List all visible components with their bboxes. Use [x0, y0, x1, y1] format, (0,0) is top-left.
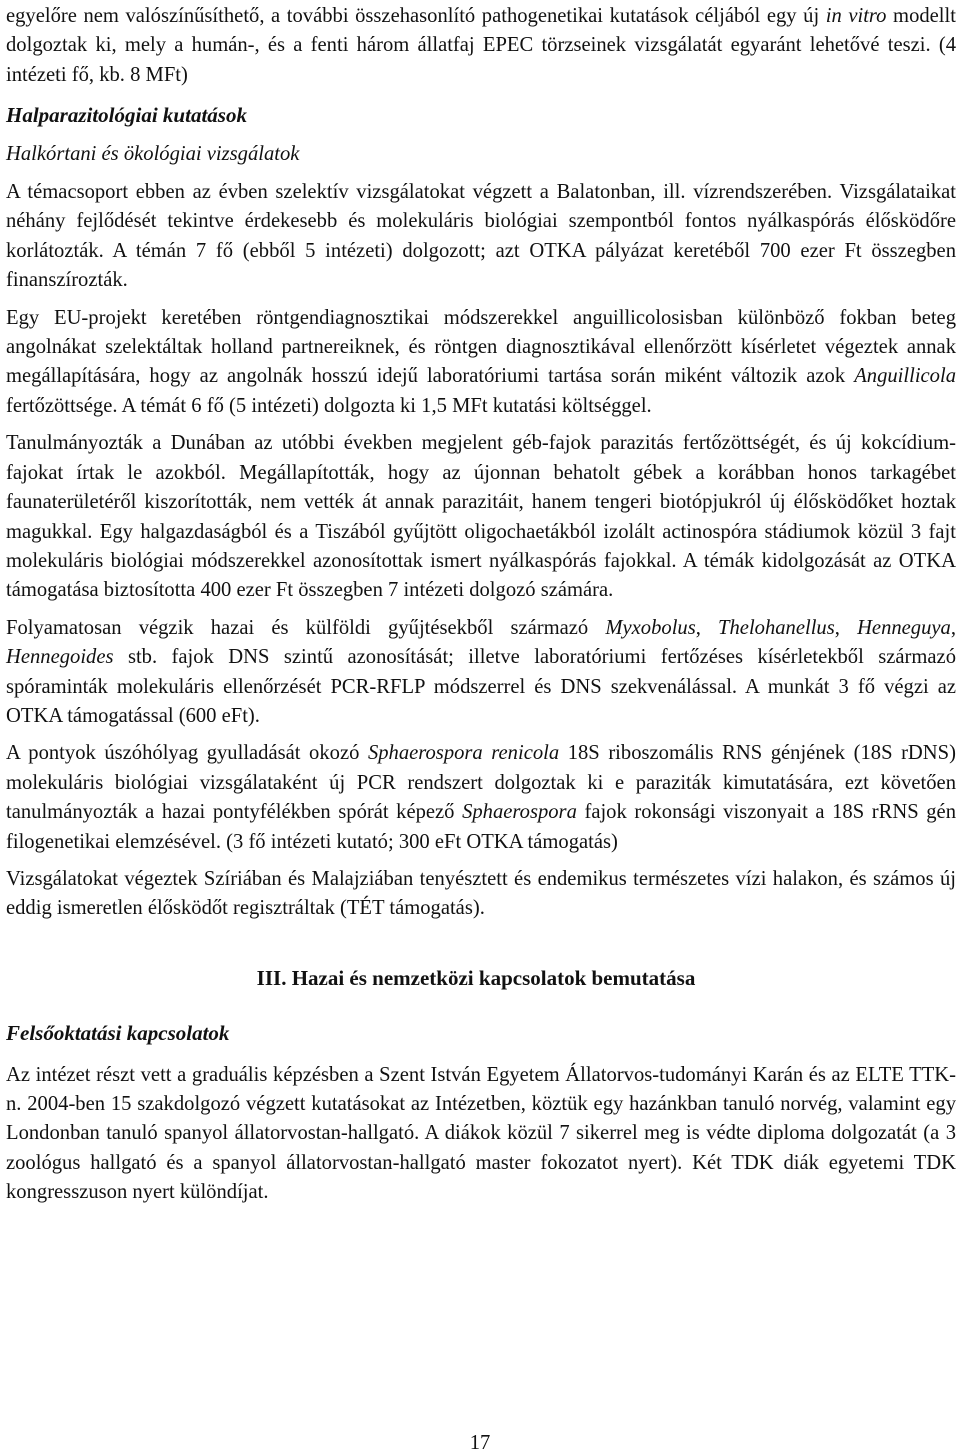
text-run: modellt dolgoztak ki, mely a humán-, és a fenti három állatfaj EPEC törzseinek vizsgálatát egyaránt lehetővé teszi. (4 intézeti fő, kb. 8 MFt)	[6, 5, 956, 86]
paragraph-sphaerospora	[6, 739, 956, 857]
text-run: stb. fajok DNS szintű azonosítását; illetve laboratóriumi fertőzéses kísérletekből származó spóraminták molekuláris ellenőrzését PCR-RFLP módszerrel és DNS szekvenálással. A munkát 3 fő végzi az OTKA támogatással (600 eFt).	[6, 646, 956, 727]
paragraph-eu-projekt	[6, 304, 956, 422]
italic-term: Thelohanellus	[718, 616, 835, 639]
italic-term: Sphaerospora	[462, 801, 577, 824]
text-run: Egy EU-projekt keretében röntgendiagnosztikai módszerekkel anguillicolosisban különböző fokban beteg angolnákat szelektáltak holland partnereiknek, és röntgen diagnosztikával ellenőrzött kísérletet végeztek annak megállapítására, hogy az angolnák hosszú idejű laboratóriumi tartása során miként változik azok	[6, 306, 956, 388]
text-run: ,	[834, 616, 858, 639]
page-number: 17	[469, 1432, 491, 1454]
paragraph-sziria-malajzia	[6, 865, 956, 924]
text-run: 18S riboszomális RNS génjének (18S rDNS) molekuláris biológiai vizsgálataként új PCR rendszert dolgoztak ki e paraziták kimutatására, ezt követően tanulmányozták a hazai pontyfélékben spórát képező	[6, 742, 956, 824]
paragraph-intro	[6, 2, 956, 90]
text-run: egyelőre nem valószínűsíthető, a további összehasonlító pathogenetikai kutatások céljából egy új	[6, 5, 826, 27]
italic-term: Henneguya	[857, 616, 951, 639]
text-run: A pontyok úszóhólyag gyulladását okozó	[6, 742, 368, 765]
heading-halparazitologiai-kutatasok: Halparazitológiai kutatások	[6, 103, 247, 128]
subheading-halkortani-vizsgalatok: Halkórtani és ökológiai vizsgálatok	[6, 142, 300, 165]
italic-term: Anguillicola	[854, 365, 956, 388]
text-run: Az intézet részt vett a graduális képzésben a Szent István Egyetem Állatorvos-tudományi Karán és az ELTE TTK-n. 2004-ben 15 szakdolgozó végzett kutatásokat az Intézetben, köztük egy hazánkban tanuló norvég, valamint egy Londonban tanuló spanyol állatorvostan-hallgató. A diákok közül 7 sikerrel meg is védte diploma dolgozatát (a 3 zoológus hallgató és a spanyol állatorvostan-hallgató master fokozatot nyert). Két TDK diák egyetemi TDK kongresszuson nyert különdíjat.	[6, 1063, 956, 1204]
text-run: ,	[695, 616, 719, 639]
text-run: fajok rokonsági viszonyait a 18S rRNS gén filogenetikai elemzésével. (3 fő intézeti kutató; 300 eFt OTKA támogatás)	[6, 801, 956, 853]
italic-term: Hennegoides	[6, 646, 114, 669]
text-run: fertőzöttsége. A témát 6 fő (5 intézeti) dolgozta ki 1,5 MFt kutatási költséggel.	[6, 394, 652, 417]
paragraph-dns-azonositas	[6, 614, 956, 732]
document-page	[6, 0, 956, 1208]
heading-felsooktatasi-kapcsolatok: Felsőoktatási kapcsolatok	[6, 1021, 230, 1046]
paragraph-balaton-vizsgalatok	[6, 178, 956, 296]
paragraph-duna-gebek	[6, 429, 956, 605]
text-run: Folyamatosan végzik hazai és külföldi gyűjtésekből származó	[6, 616, 606, 639]
section-title-hazai-nemzetkozi: III. Hazai és nemzetközi kapcsolatok bemutatása	[256, 965, 696, 990]
text-run: Tanulmányozták a Dunában az utóbbi években megjelent géb-fajok parazitás fertőzöttségét, és új kokcídium-fajokat írtak le azokból. Megállapították, hogy az újonnan behatolt gébek a korábban honos tarkagébet faunaterületéről kiszorították, nem vették át annak parazitáit, hanem tengeri biotópjukról új élősködőket hoztak magukkal. Egy halgazdaságból és a Tiszából gyűjtött oligochaetákból izolált actinospóra stádiumok közül 3 fajt molekuláris biológiai módszerekkel azonosítottak ismert nyálkaspórás fajokkal. A témák kidolgozását az OTKA támogatása biztosította 400 ezer Ft összegben 7 intézeti dolgozó számára.	[6, 432, 956, 602]
text-run: A témacsoport ebben az évben szelektív vizsgálatokat végzett a Balatonban, ill. vízrendszerében. Vizsgálataikat néhány fejlődését tekintve érdekesebb és molekuláris biológiai szempontból fontos nyálkaspórás élősködőre korlátozták. A témán 7 fő (ebből 5 intézeti) dolgozott; azt OTKA pályázat keretéből 700 ezer Ft összegben finanszírozták.	[6, 181, 956, 292]
paragraph-felsooktatas	[6, 1061, 956, 1208]
italic-term: Sphaerospora renicola	[367, 742, 560, 765]
text-run: ,	[950, 616, 956, 639]
italic-term: in vitro	[825, 5, 887, 27]
text-run: Vizsgálatokat végeztek Szíriában és Malajziában tenyésztett és endemikus természetes vízi halakon, és számos új eddig ismeretlen élősködőt regisztráltak (TÉT támogatás).	[6, 867, 956, 920]
italic-term: Myxobolus	[605, 616, 696, 639]
